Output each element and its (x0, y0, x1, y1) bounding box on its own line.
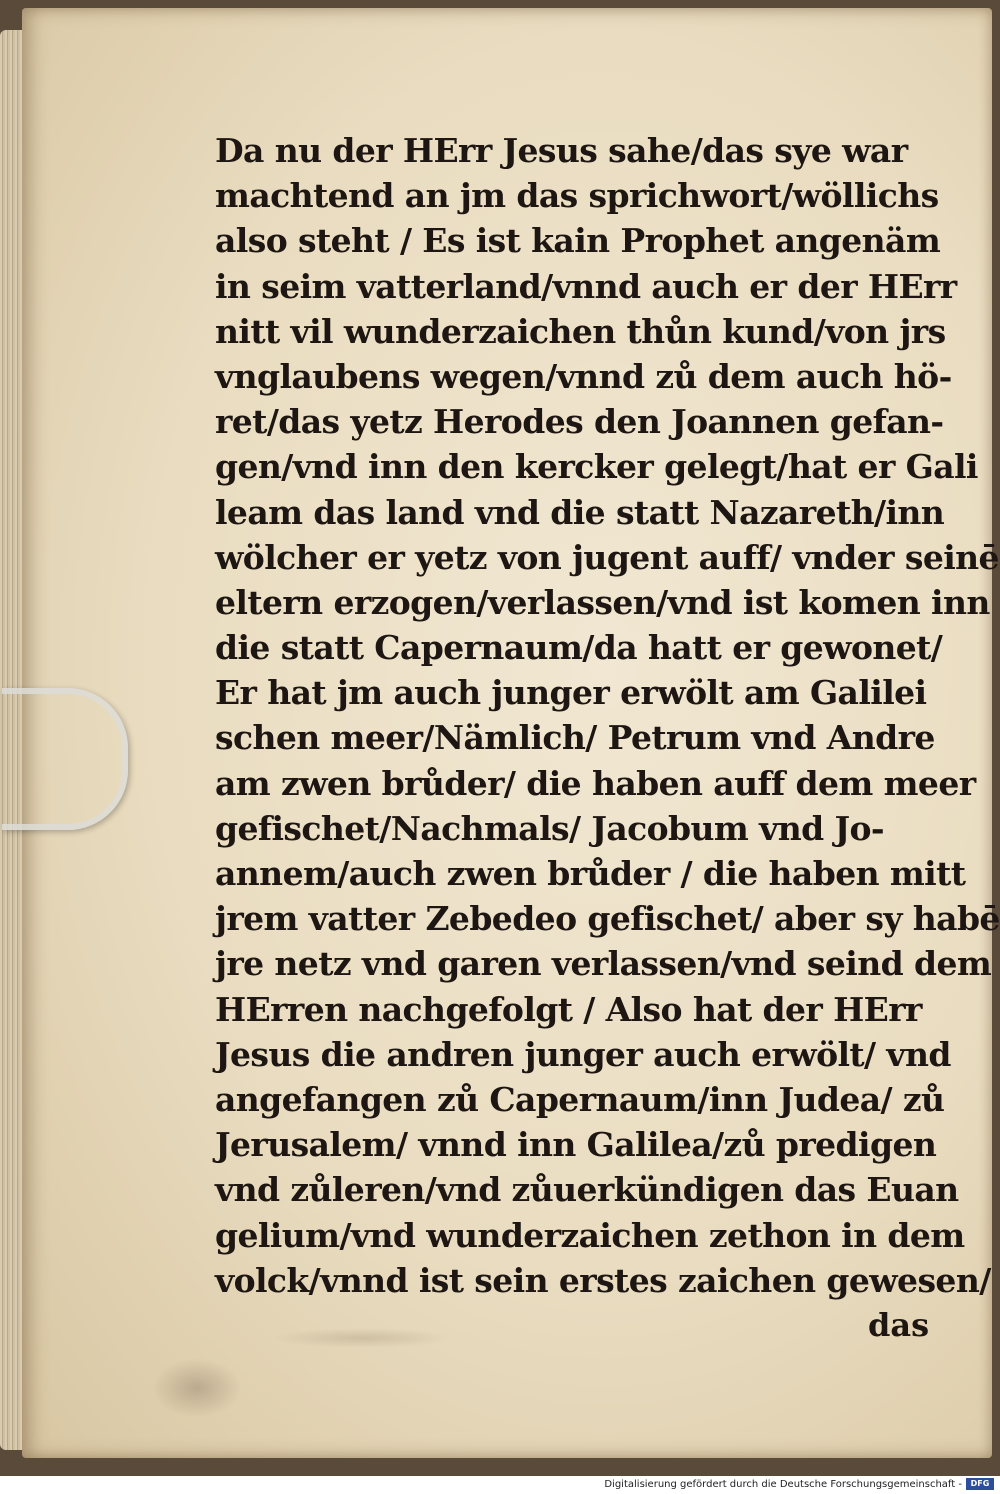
paper-stain (272, 1328, 452, 1348)
text-line: annem/auch zwen brůder / die haben mitt (215, 854, 966, 893)
page-clip (2, 688, 128, 830)
text-line: gefischet/Nachmals/ Jacobum vnd Jo- (215, 808, 884, 848)
text-line: HErren nachgefolgt / Also hat der HErr (215, 989, 922, 1029)
text-line: leam das land vnd die statt Nazareth/inn (215, 492, 945, 532)
text-line: jrem vatter Zebedeo gefischet/ aber sy habē (215, 899, 1000, 939)
dfg-logo: DFG (966, 1478, 994, 1490)
text-line: nitt vil wunderzaichen thůn kund/von jrs (215, 311, 946, 351)
body-text (215, 128, 1000, 1303)
text-line: vnglaubens wegen/vnnd zů dem auch hö- (215, 356, 952, 396)
text-line: Jerusalem/ vnnd inn Galilea/zů predigen (215, 1125, 937, 1165)
text-line: Da nu der HErr Jesus sahe/das sye war (215, 131, 908, 170)
text-line: in seim vatterland/vnnd auch er der HErr (215, 266, 957, 306)
text-line: schen meer/Nämlich/ Petrum vnd Andre (215, 718, 935, 758)
text-line: am zwen brůder/ die haben auff dem meer (215, 763, 976, 803)
funding-credit: Digitalisierung gefördert durch die Deutsche Forschungsgemeinschaft - (604, 1479, 962, 1490)
text-line: vnd zůleren/vnd zůuerkündigen das Euan (215, 1170, 959, 1210)
text-line: volck/vnnd ist sein erstes zaichen gewesen/ (215, 1260, 991, 1300)
text-line: die statt Capernaum/da hatt er gewonet/ (215, 628, 943, 668)
text-line: Jesus die andren junger auch erwölt/ vnd (215, 1034, 951, 1074)
text-line: Er hat jm auch junger erwölt am Galilei (215, 673, 927, 713)
text-line: ret/das yetz Herodes den Joannen gefan- (215, 402, 944, 442)
text-line: machtend an jm das sprichwort/wöllichs (215, 176, 939, 216)
text-line: angefangen zů Capernaum/inn Judea/ zů (215, 1079, 945, 1119)
text-line: eltern erzogen/verlassen/vnd ist komen inn (215, 582, 990, 622)
catchword: das (868, 1306, 930, 1344)
text-line: wölcher er yetz von jugent auff/ vnder seinē (215, 537, 999, 577)
text-line: jre netz vnd garen verlassen/vnd seind dem (215, 944, 992, 984)
text-line: gen/vnd inn den kercker gelegt/hat er Gali (215, 447, 978, 487)
text-line: gelium/vnd wunderzaichen zethon in dem (215, 1215, 965, 1255)
text-line: also steht / Es ist kain Prophet angenäm (215, 221, 941, 261)
paper-stain (152, 1358, 242, 1418)
